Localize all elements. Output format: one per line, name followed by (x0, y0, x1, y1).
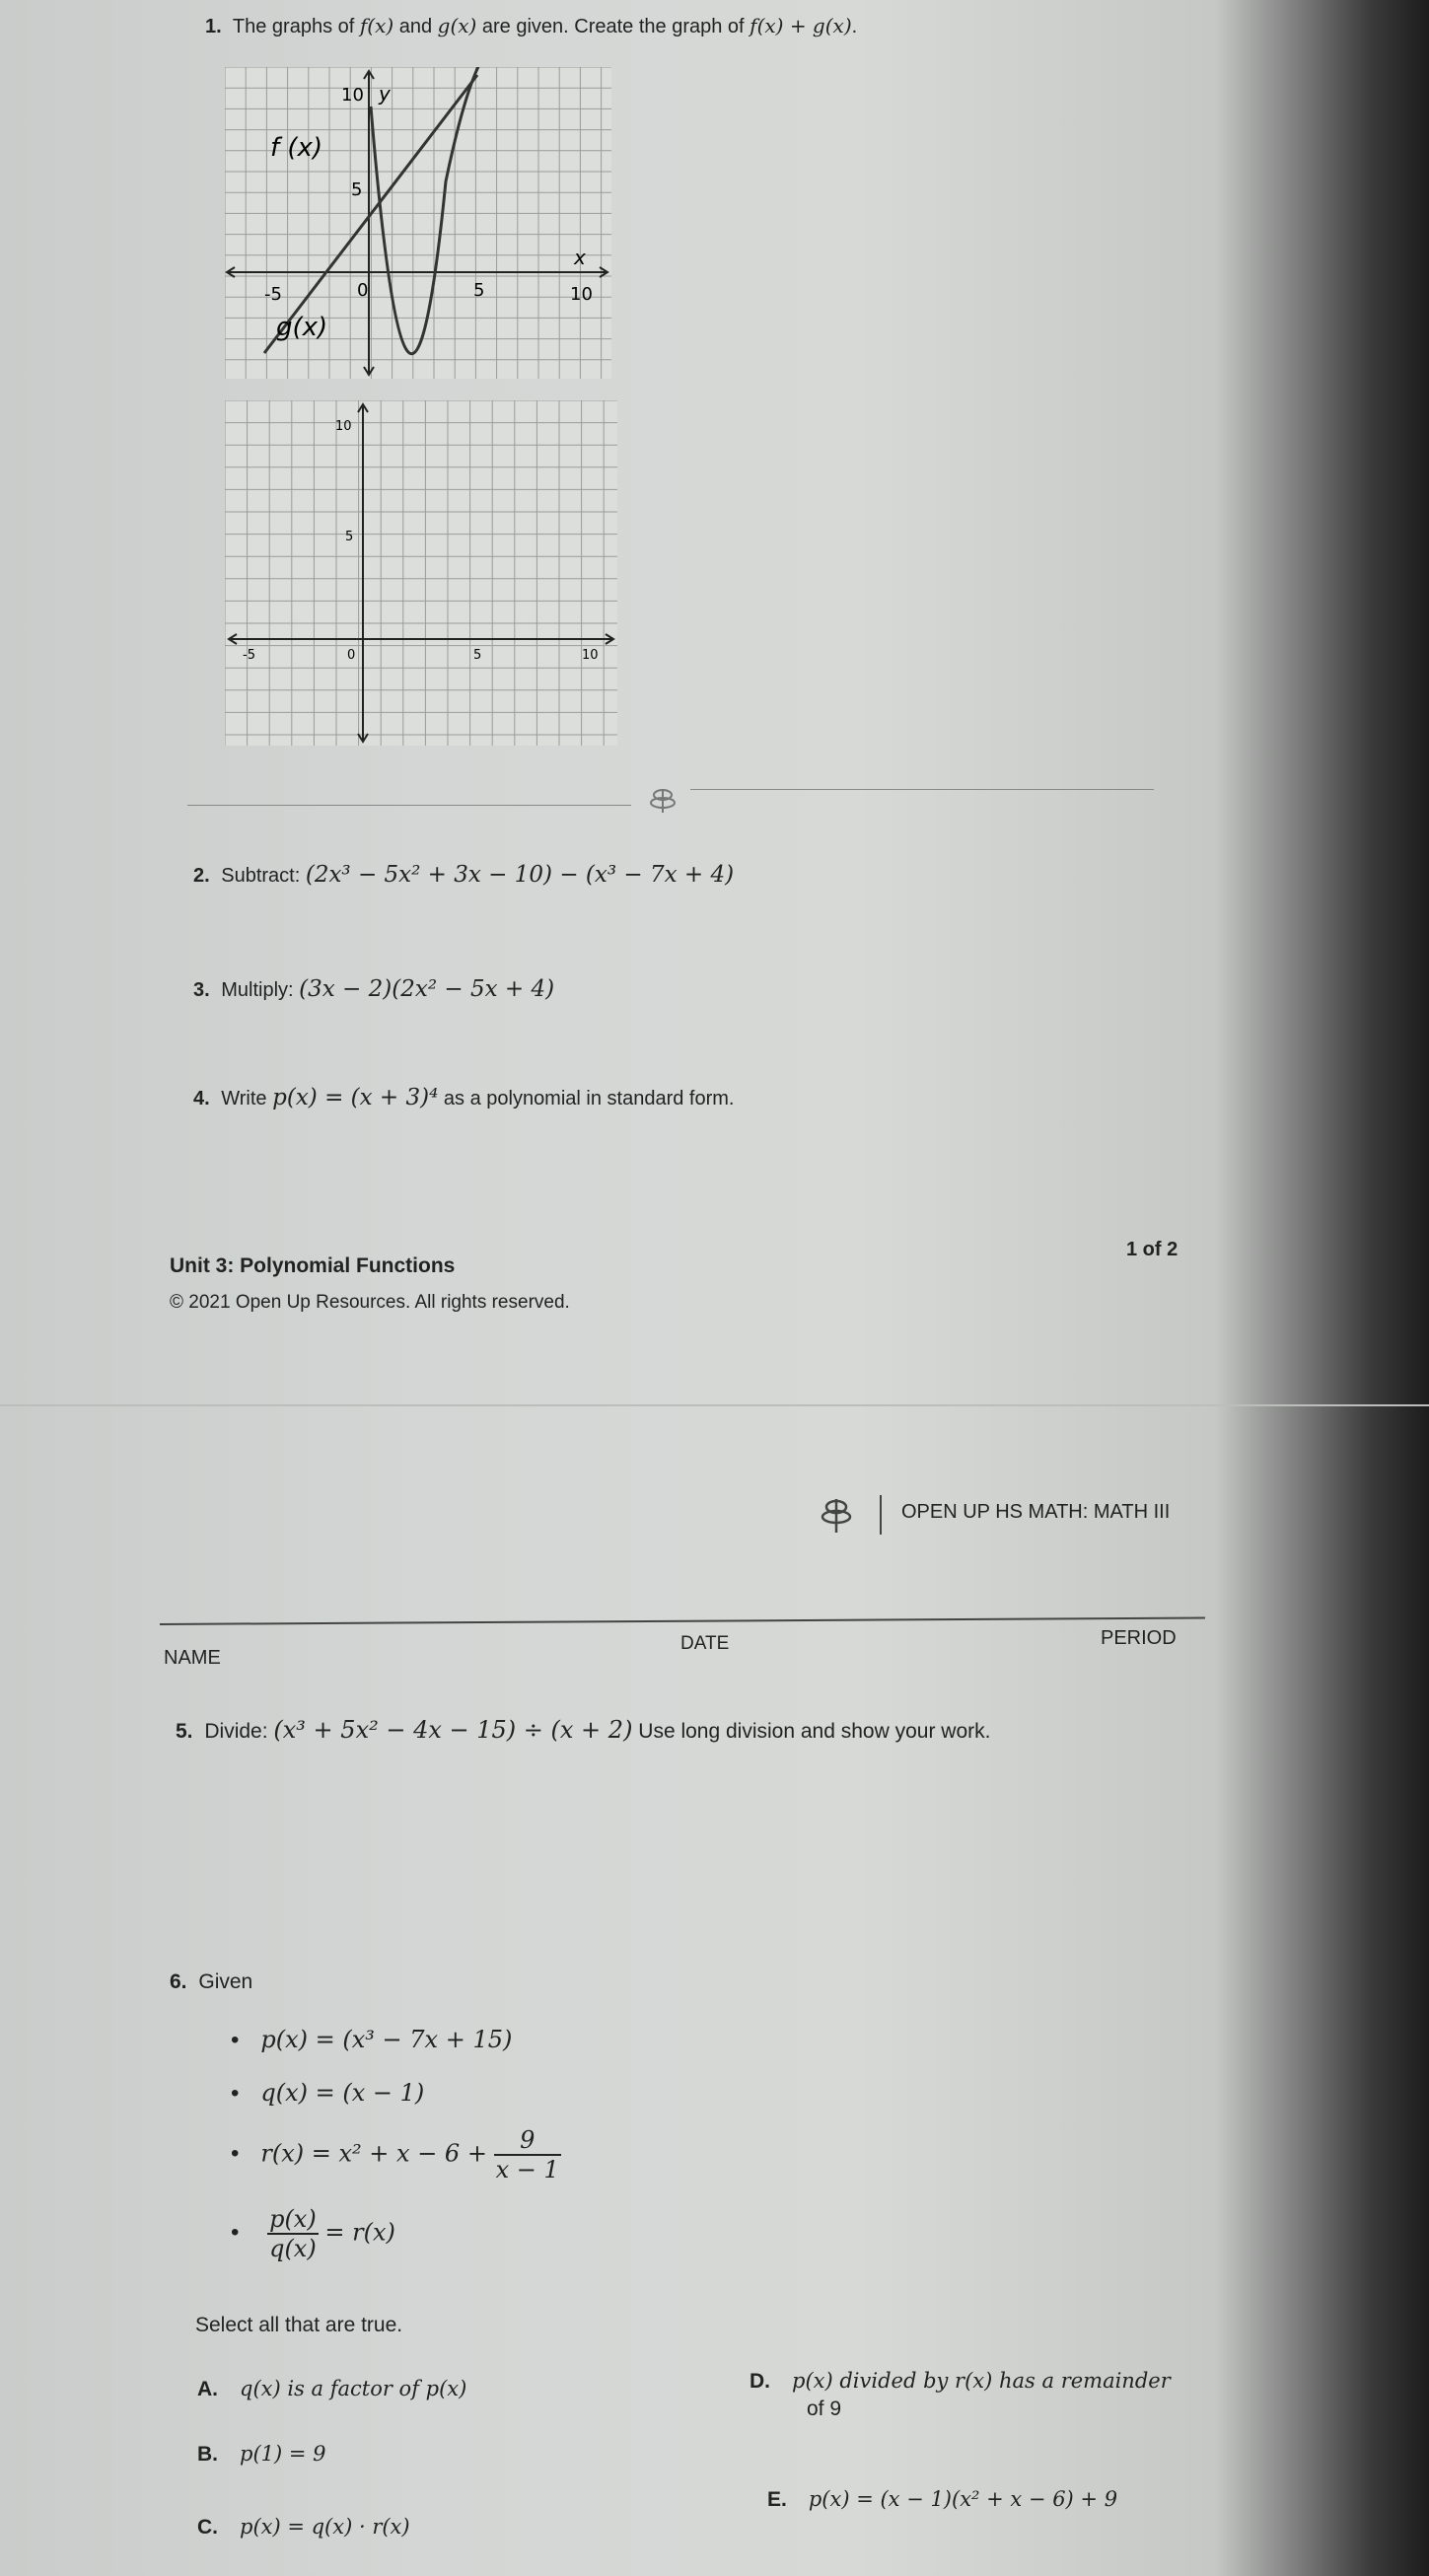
question-1 (205, 14, 857, 38)
question-text: The graphs of (232, 16, 360, 37)
question-number: 3. (193, 979, 210, 1001)
function-f: f(x) (359, 14, 394, 37)
g-label: g(x) (276, 313, 328, 342)
option-text: p(x) divided by r(x) has a remainder (792, 2369, 1171, 2393)
r-numerator: 9 (494, 2126, 561, 2156)
tick-y5: 5 (345, 530, 354, 544)
option-text: q(x) is a factor of p(x) (240, 2377, 467, 2400)
subtract-expression: (2x³ − 5x² + 3x − 10) − (x³ − 7x + 4) (305, 862, 735, 888)
polynomial-expression: p(x) = (x + 3)⁴ (272, 1085, 439, 1110)
question-text: as a polynomial in standard form. (443, 1088, 735, 1109)
option-d[interactable] (750, 2369, 1171, 2421)
ratio-rhs: = r(x) (324, 2218, 395, 2247)
tick-x10: 10 (570, 284, 593, 305)
option-c[interactable] (197, 2515, 410, 2540)
tick-x5: 5 (473, 280, 485, 301)
given-r-text: r(x) = x² + x − 6 + (260, 2139, 487, 2168)
question-label: Given (198, 1970, 253, 1993)
question-label: Subtract: (221, 865, 301, 887)
question-4 (193, 1085, 734, 1110)
f-label: f (x) (270, 133, 323, 163)
option-e[interactable] (767, 2487, 1117, 2512)
tick-y5: 5 (351, 179, 363, 200)
tick-x10: 10 (582, 648, 599, 663)
question-number: 2. (193, 865, 210, 887)
ratio-denominator: q(x) (269, 2235, 317, 2262)
option-text: p(x) = q(x) · r(x) (240, 2515, 410, 2539)
copyright: © 2021 Open Up Resources. All rights reserved. (170, 1292, 570, 1313)
option-text: p(x) = (x − 1)(x² + x − 6) + 9 (808, 2487, 1118, 2511)
question-text: Use long division and show your work. (638, 1720, 991, 1743)
given-r (231, 2126, 561, 2183)
bullet-icon: • (231, 2080, 240, 2107)
function-g: g(x) (437, 14, 477, 37)
ratio-fraction (267, 2205, 319, 2262)
tick-y10: 10 (341, 85, 364, 106)
option-letter: A. (197, 2378, 218, 2400)
question-5 (176, 1716, 990, 1744)
x-axis-label: x (574, 246, 586, 269)
tick-y10: 10 (335, 419, 352, 434)
given-q (231, 2079, 424, 2108)
r-fraction (494, 2126, 561, 2183)
course-title: OPEN UP HS MATH: MATH III (901, 1501, 1171, 1523)
r-denominator: x − 1 (495, 2156, 559, 2183)
open-up-logo-icon (819, 1495, 854, 1535)
given-p-text: p(x) = (x³ − 7x + 15) (260, 2026, 513, 2053)
question-text: and (393, 16, 438, 37)
y-axis-label: y (379, 82, 391, 106)
option-text: p(1) = 9 (240, 2442, 326, 2466)
header-separator (880, 1495, 882, 1535)
divide-expression: (x³ + 5x² − 4x − 15) ÷ (x + 2) (273, 1716, 633, 1744)
question-label: Divide: (204, 1720, 268, 1743)
multiply-expression: (3x − 2)(2x² − 5x + 4) (299, 976, 555, 1002)
question-text: are given. Create the graph of (476, 16, 750, 37)
option-b[interactable] (197, 2442, 326, 2467)
question-number: 5. (176, 1720, 193, 1743)
given-graph (225, 67, 611, 379)
bullet-icon: • (231, 2140, 240, 2168)
instruction: Select all that are true. (195, 2314, 403, 2336)
ratio-numerator: p(x) (269, 2205, 317, 2233)
bullet-icon: • (231, 2027, 240, 2053)
name-field: NAME (164, 1647, 221, 1669)
question-label: Write (221, 1088, 267, 1109)
question-number: 6. (170, 1970, 187, 1993)
option-letter: E. (767, 2488, 787, 2511)
given-q-text: q(x) = (x − 1) (260, 2079, 425, 2107)
question-text: . (851, 16, 858, 37)
unit-title: Unit 3: Polynomial Functions (170, 1254, 456, 1277)
question-number: 4. (193, 1088, 210, 1109)
answer-grid (225, 400, 617, 746)
date-field: DATE (680, 1633, 730, 1654)
page-number: 1 of 2 (1126, 1239, 1179, 1260)
option-letter: B. (197, 2443, 218, 2466)
tick-x0: 0 (347, 648, 356, 663)
option-letter: C. (197, 2516, 218, 2539)
given-ratio (231, 2205, 395, 2262)
section-divider (187, 805, 631, 806)
bullet-icon: • (231, 2219, 240, 2247)
tick-x0: 0 (357, 280, 369, 301)
section-divider (690, 789, 1154, 790)
page-boundary (0, 1404, 1429, 1406)
open-up-logo-icon (646, 785, 679, 815)
question-label: Multiply: (221, 979, 294, 1001)
question-6 (170, 1970, 252, 1994)
given-p (231, 2026, 512, 2054)
question-number: 1. (205, 16, 222, 37)
tick-xneg5: -5 (243, 648, 255, 663)
question-3 (193, 976, 554, 1002)
option-letter: D. (750, 2370, 770, 2393)
tick-x5: 5 (473, 648, 482, 663)
tick-xneg5: -5 (264, 284, 282, 305)
period-field: PERIOD (1101, 1627, 1177, 1649)
option-text-continued: of 9 (807, 2397, 842, 2420)
question-2 (193, 862, 734, 888)
option-a[interactable] (197, 2377, 466, 2401)
name-line (160, 1617, 1205, 1625)
function-sum: f(x) + g(x) (750, 14, 852, 37)
